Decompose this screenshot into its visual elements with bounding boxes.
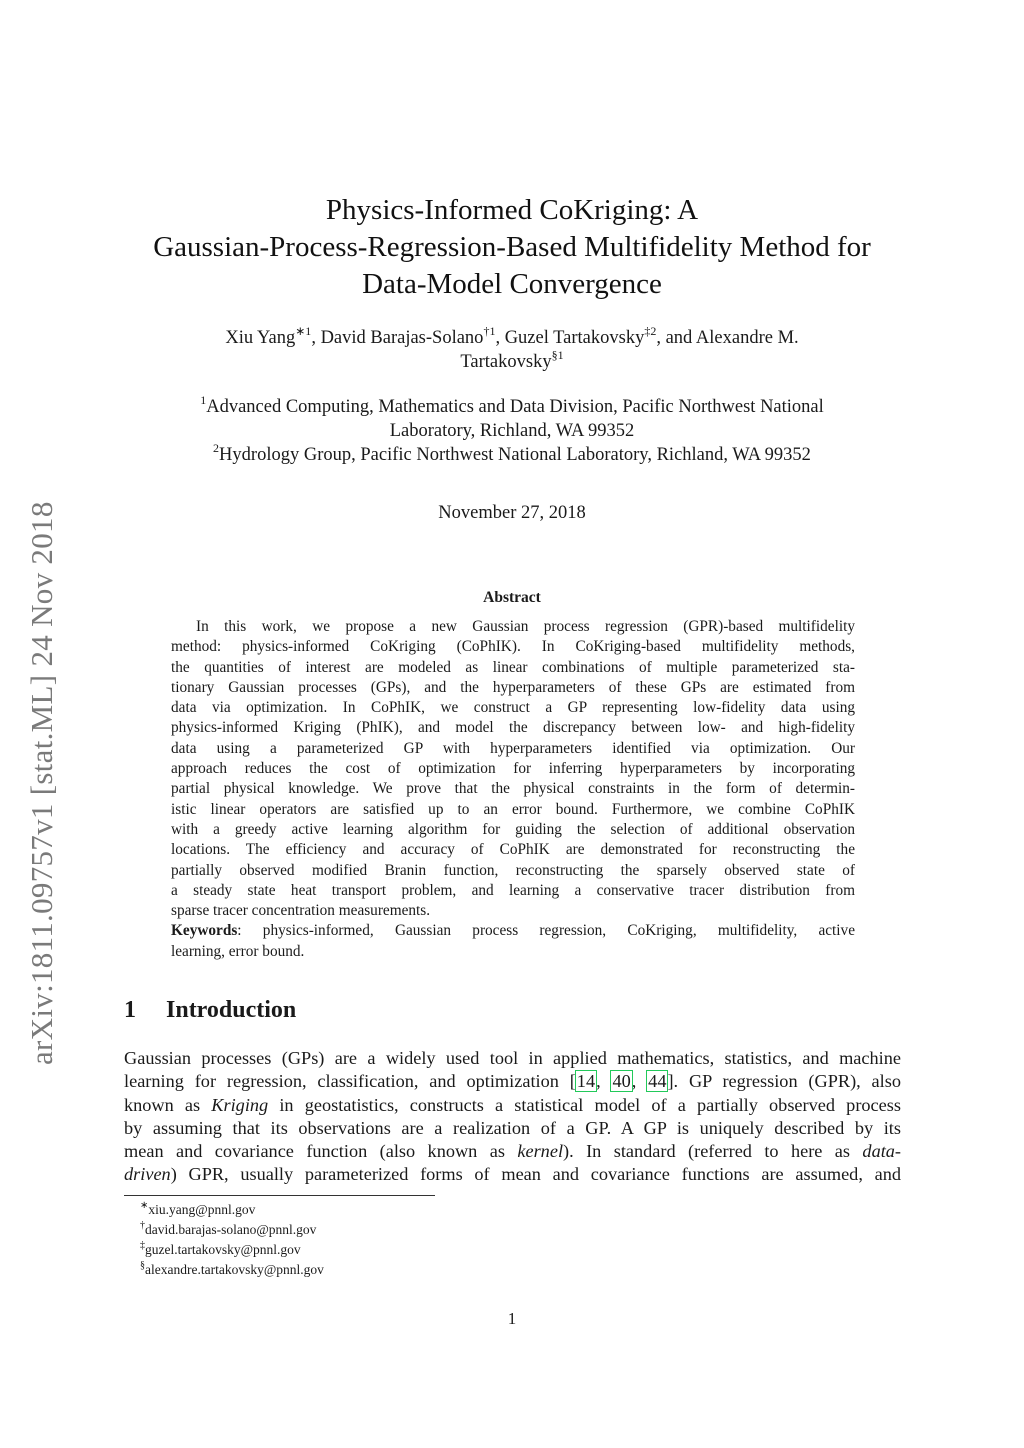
footnote-email: guzel.tartakovsky@pnnl.gov xyxy=(145,1242,301,1257)
abstract-line: In this work, we propose a new Gaussian process regression (GPR)-based multifidelity xyxy=(196,618,855,635)
footnote-mark: ‡ xyxy=(140,1239,145,1251)
citation-link[interactable]: 44 xyxy=(648,1071,667,1092)
abstract-line: with a greedy active learning algorithm for guiding the selection of additional observation xyxy=(171,820,855,838)
footnote xyxy=(140,1220,324,1240)
intro-text: known as xyxy=(124,1094,212,1115)
intro-line xyxy=(124,1163,901,1186)
abstract-line: the quantities of interest are modeled as linear combinations of multiple parameterized sta- xyxy=(171,658,855,676)
author-name: , Guzel Tartakovsky xyxy=(495,328,645,348)
abstract-line: istic linear operators are satisfied up to an error bound. Furthermore, we combine CoPhIK xyxy=(171,800,855,818)
author-mark: §1 xyxy=(551,347,564,362)
intro-text: ]. GP regression (GPR), also xyxy=(667,1071,902,1092)
intro-emphasis: data- xyxy=(862,1141,902,1162)
abstract-line: method: physics-informed CoKriging (CoPhIK). In CoKriging-based multifidelity methods, xyxy=(171,638,855,656)
author-mark: ∗1 xyxy=(295,323,312,338)
paper-date: November 27, 2018 xyxy=(438,503,586,523)
page-number: 1 xyxy=(507,1309,517,1328)
abstract-line: a steady state heat transport problem, and learning a conservative tracer distribution from xyxy=(171,881,855,899)
author-name: , David Barajas-Solano xyxy=(311,328,484,348)
citation-link[interactable]: 14 xyxy=(576,1071,596,1092)
abstract-line: partial physical knowledge. We prove that the physical constraints in the form of determin- xyxy=(171,780,855,798)
intro-line xyxy=(124,1140,901,1163)
intro-line: by assuming that its observations are a realization of a GP. A GP is uniquely described by its xyxy=(124,1117,901,1138)
intro-emphasis: kernel xyxy=(517,1141,564,1162)
footnotes xyxy=(140,1200,324,1280)
footnote xyxy=(140,1240,324,1260)
intro-text: ) GPR, usually parameterized forms of mean and covariance functions are assumed, and xyxy=(170,1164,901,1185)
citation-separator: , xyxy=(596,1071,612,1092)
intro-paragraph xyxy=(124,1047,901,1187)
intro-text: learning for regression, classification, and optimization [ xyxy=(124,1071,576,1092)
author-mark: †1 xyxy=(483,323,496,338)
paper-title xyxy=(0,192,1024,303)
footnote-email: alexandre.tartakovsky@pnnl.gov xyxy=(145,1262,324,1277)
abstract-line: locations. The efficiency and accuracy of CoPhIK are demonstrated for reconstructing the xyxy=(171,841,855,859)
title-line-2: Gaussian-Process-Regression-Based Multifidelity Method for xyxy=(153,231,871,263)
intro-line xyxy=(124,1094,901,1117)
section-title: Introduction xyxy=(166,997,297,1023)
keywords-line-2: learning, error bound. xyxy=(171,942,305,960)
abstract-line: approach reduces the cost of optimization for inferring hyperparameters by incorporating xyxy=(171,760,855,778)
citation-separator: , xyxy=(631,1071,648,1092)
keywords-line xyxy=(171,921,855,941)
footnote xyxy=(140,1200,324,1220)
affiliation-text: Hydrology Group, Pacific Northwest National Laboratory, Richland, WA 99352 xyxy=(219,445,811,465)
abstract-line: partially observed modified Branin function, reconstructing the sparsely observed state of xyxy=(171,861,855,879)
affiliation-mark: 2 xyxy=(213,440,220,455)
footnote-email: xiu.yang@pnnl.gov xyxy=(148,1202,256,1217)
author-name: Xiu Yang xyxy=(225,328,296,348)
abstract-body xyxy=(171,617,855,962)
author-mark: ‡2 xyxy=(644,323,657,338)
footnote-mark: † xyxy=(140,1219,145,1231)
footnote xyxy=(140,1260,324,1280)
author-list xyxy=(0,323,1024,374)
affiliations xyxy=(0,392,1024,467)
abstract-line: physics-informed Kriging (PhIK), and model the discrepancy between low- and high-fidelity xyxy=(171,719,855,737)
author-name: , and Alexandre M. xyxy=(656,328,799,348)
intro-line xyxy=(124,1070,901,1093)
intro-text: ). In standard (referred to here as xyxy=(563,1141,863,1162)
author-name: Tartakovsky xyxy=(460,352,552,372)
intro-text: mean and covariance function (also known as xyxy=(124,1141,518,1162)
citation-link[interactable]: 40 xyxy=(612,1071,631,1092)
abstract-line: data using a parameterized GP with hyperparameters identified via optimization. Our xyxy=(171,739,855,757)
abstract-line: tionary Gaussian processes (GPs), and the hyperparameters of these GPs are estimated from xyxy=(171,678,855,696)
intro-emphasis: Kriging xyxy=(211,1094,269,1115)
title-line-1: Physics-Informed CoKriging: A xyxy=(325,194,699,226)
affiliation-mark: 1 xyxy=(200,392,207,407)
intro-text: in geostatistics, constructs a statistical model of a partially observed process xyxy=(268,1094,901,1115)
footnote-email: david.barajas-solano@pnnl.gov xyxy=(145,1222,317,1237)
intro-emphasis: driven xyxy=(124,1164,171,1185)
title-line-3: Data-Model Convergence xyxy=(362,268,662,300)
footnote-mark: § xyxy=(140,1259,145,1271)
footnote-rule xyxy=(124,1195,435,1196)
abstract-line: data via optimization. In CoPhIK, we construct a GP representing low-fidelity data using xyxy=(171,699,855,717)
affiliation-text: Laboratory, Richland, WA 99352 xyxy=(389,421,635,441)
footnote-mark: ∗ xyxy=(140,1199,149,1211)
keywords-label: Keywords xyxy=(171,922,238,940)
affiliation-text: Advanced Computing, Mathematics and Data Division, Pacific Northwest National xyxy=(206,397,824,417)
keywords-text: : physics-informed, Gaussian process regression, CoKriging, multifidelity, active xyxy=(237,922,855,940)
section-number: 1 xyxy=(124,997,136,1023)
section-heading xyxy=(124,997,296,1024)
intro-line: Gaussian processes (GPs) are a widely used tool in applied mathematics, statistics, and machine xyxy=(124,1048,901,1068)
arxiv-stamp: arXiv:1811.09757v1 [stat.ML] 24 Nov 2018 xyxy=(24,501,59,1065)
abstract-line: sparse tracer concentration measurements. xyxy=(171,902,431,920)
abstract-heading: Abstract xyxy=(483,589,541,606)
